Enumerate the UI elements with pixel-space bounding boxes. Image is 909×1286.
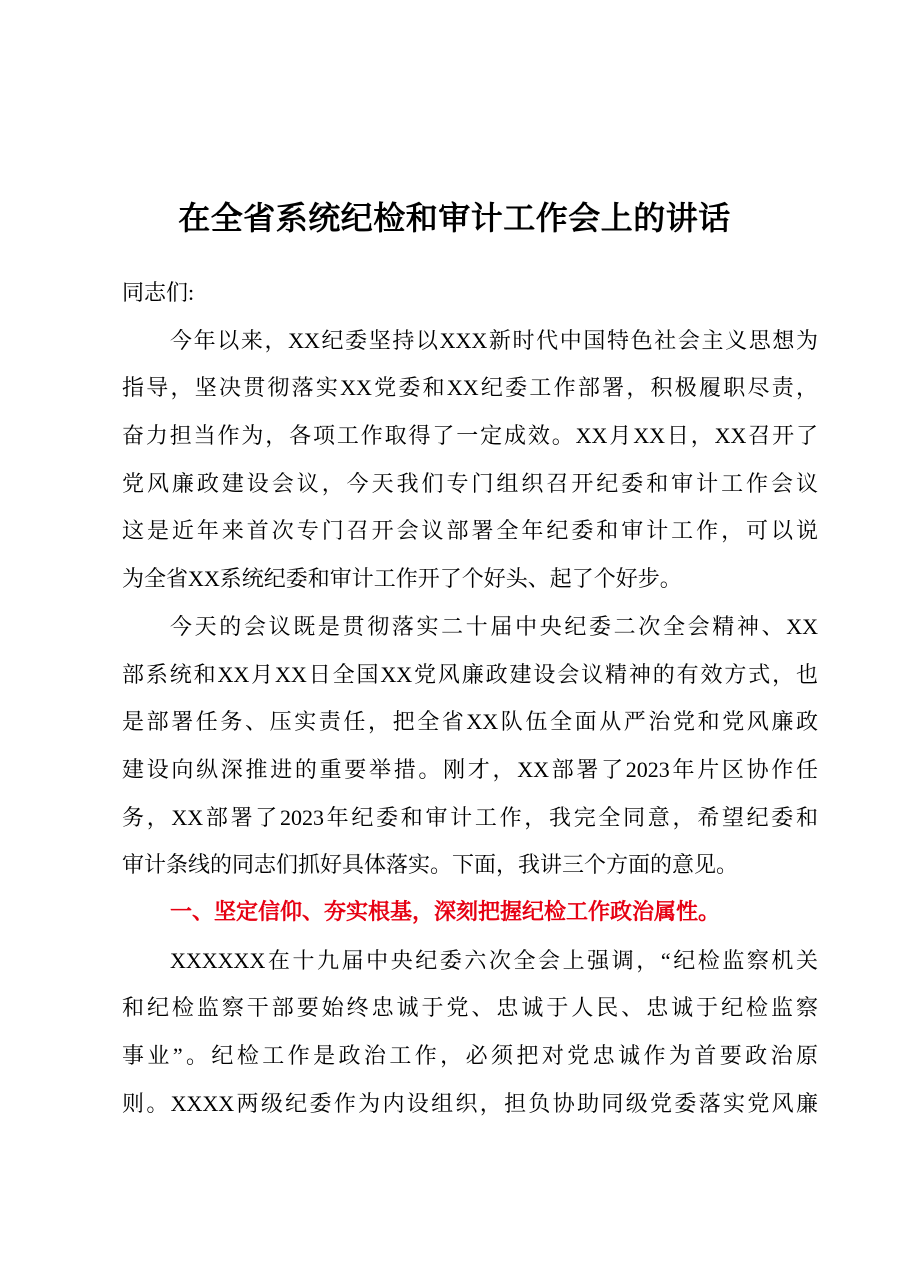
paragraph-3-line: 事业”。纪检工作是政治工作，必须把对党忠诚作为首要政治原 <box>122 1043 818 1068</box>
paragraph-2-line: 审计条线的同志们抓好具体落实。下面，我讲三个方面的意见。 <box>122 852 739 878</box>
paragraph-1-line: 今年以来，XX纪委坚持以XXX新时代中国特色社会主义思想为 <box>170 327 818 353</box>
paragraph-3-line: XXXXXX在十九届中央纪委六次全会上强调，“纪检监察机关 <box>170 947 818 973</box>
salutation: 同志们: <box>122 280 195 305</box>
paragraph-1-line: 这是近年来首次专门召开会议部署全年纪委和审计工作，可以说 <box>122 518 818 544</box>
section-heading: 一、坚定信仰、夯实根基，深刻把握纪检工作政治属性。 <box>170 899 721 925</box>
paragraph-1-line: 奋力担当作为，各项工作取得了一定成效。XX月XX日，XX召开了 <box>122 423 818 449</box>
paragraph-3-line: 则。XXXX两级纪委作为内设组织，担负协助同级党委落实党风廉 <box>122 1090 818 1116</box>
paragraph-2-line: 部系统和XX月XX日全国XX党风廉政建设会议精神的有效方式，也 <box>122 661 818 687</box>
paragraph-2-line: 务，XX部署了2023年纪委和审计工作，我完全同意，希望纪委和 <box>122 804 818 830</box>
document-body <box>122 269 818 1127</box>
paragraph-2-line: 是部署任务、压实责任，把全省XX队伍全面从严治党和党风廉政 <box>122 709 818 735</box>
paragraph-3-line: 和纪检监察干部要始终忠诚于党、忠诚于人民、忠诚于纪检监察 <box>122 995 818 1021</box>
paragraph-1-line: 党风廉政建设会议，今天我们专门组织召开纪委和审计工作会议 <box>122 470 818 496</box>
document-title: 在全省系统纪检和审计工作会上的讲话 <box>178 199 731 237</box>
paragraph-1-line: 指导，坚决贯彻落实XX党委和XX纪委工作部署，积极履职尽责， <box>122 375 818 401</box>
paragraph-2-line: 今天的会议既是贯彻落实二十届中央纪委二次全会精神、XX <box>170 613 818 639</box>
paragraph-2-line: 建设向纵深推进的重要举措。刚才，XX部署了2023年片区协作任 <box>122 756 818 782</box>
paragraph-1-line: 为全省XX系统纪委和审计工作开了个好头、起了个好步。 <box>122 566 682 592</box>
